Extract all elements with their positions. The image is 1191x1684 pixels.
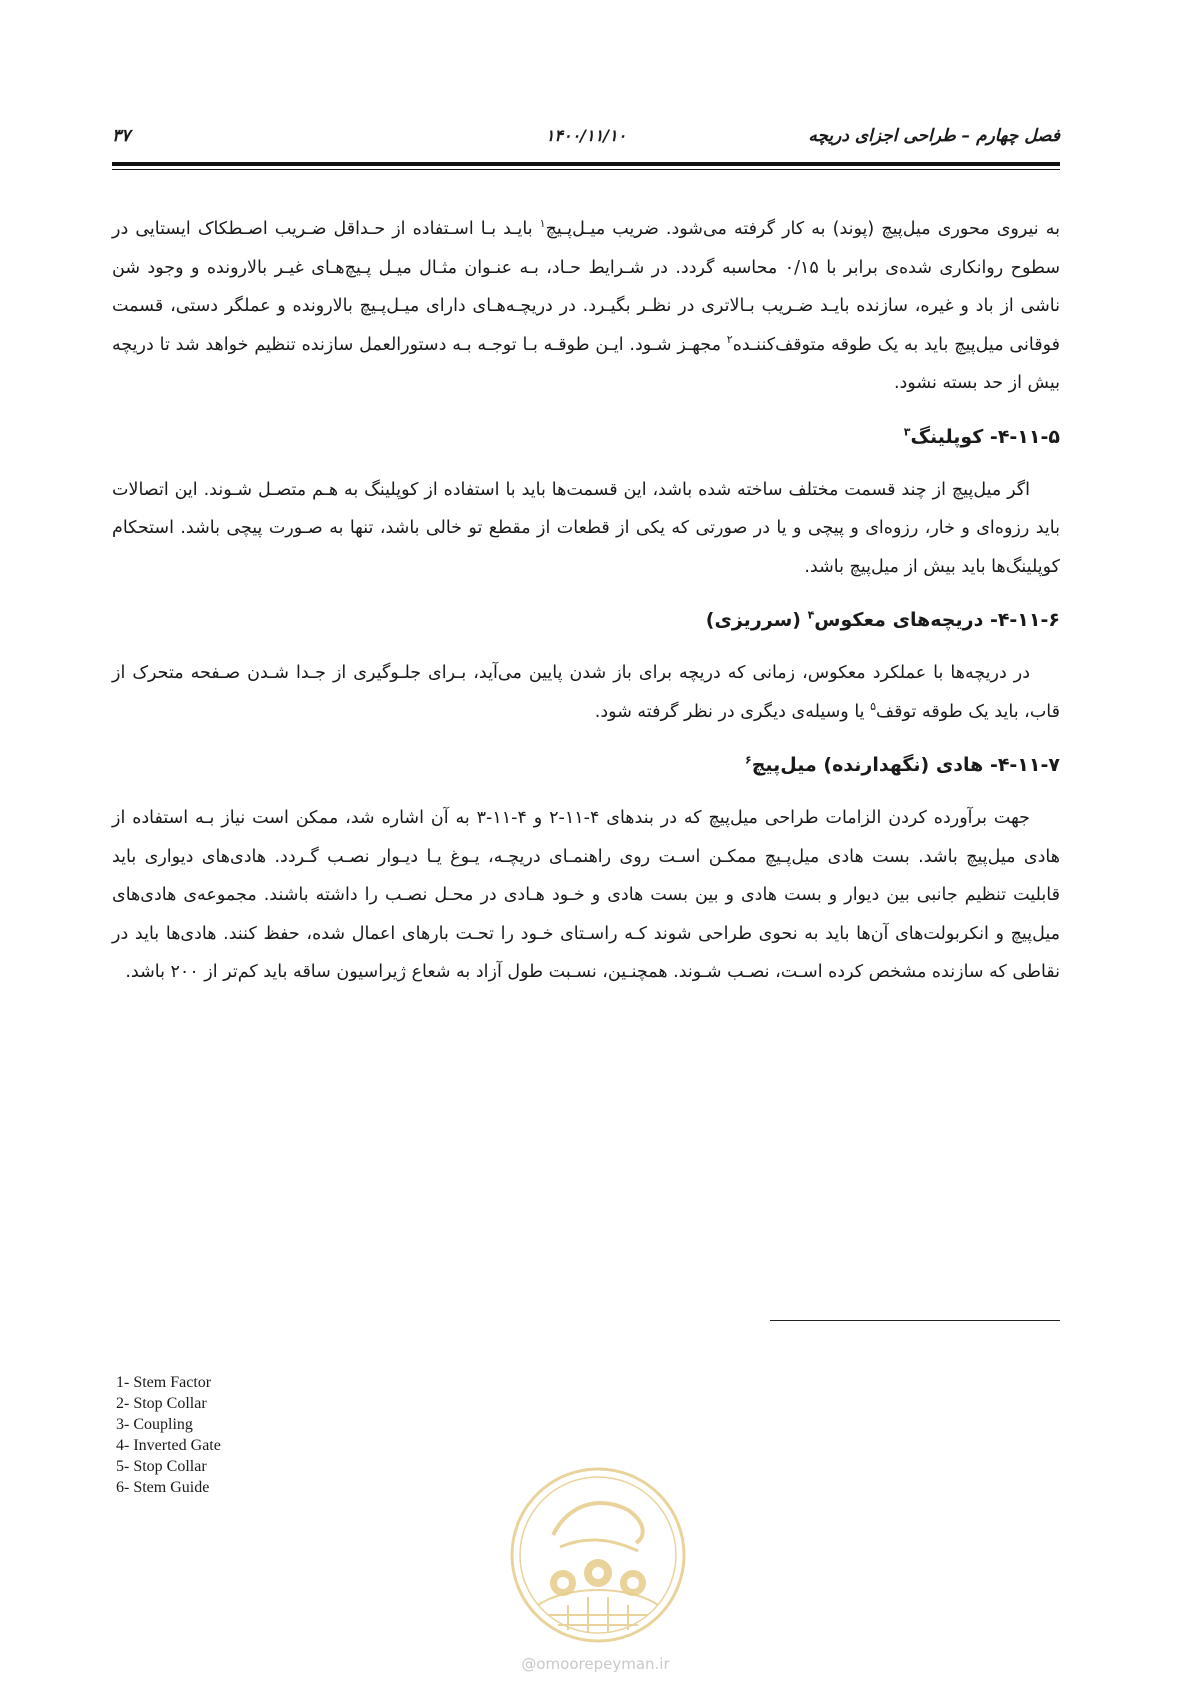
footnote-ref-2: ۲: [726, 332, 733, 346]
intro-text-2: بایـد بـا اسـتفاده از حـداقل ضـریب اصـطکاک ایستایی در سطوح روانکاری شده‌ی برابر با ۰/۱۵ محاسبه گردد. در شـرایط حـاد، بـه عنـوان مثـال میـل پـیچ‌هـای غیـر بالارونده و وجود شن ناشی از باد و غیره، سازنده بایـد ضـریب بـالاتری در نظـر بگیـرد. در دریچـه‌هـای دارای میـل‌پـیچ بالارونده و عملگر دستی، قسمت فوقانی میل‌پیچ باید به یک طوقه متوقف‌کننـده: [112, 219, 1061, 355]
section-body-stem-guide: [112, 799, 1060, 992]
section-body-inverted-gates: [112, 654, 1060, 731]
intro-text-3: مجهـز شـود. ایـن طوقـه بـا توجـه بـه دستورالعمل سازنده تنظیم خواهد شد تا دریچه بیش از حد بسته نشود.: [112, 334, 1060, 393]
footnote-item: 6- Stem Guide: [116, 1479, 210, 1496]
footnote-item: 4- Inverted Gate: [116, 1437, 221, 1454]
section-title: ۴-۱۱-۵- کوپلینگ: [910, 425, 1060, 448]
section-heading-inverted-gates: [112, 604, 1060, 636]
section-heading-stem-guide: [112, 749, 1060, 781]
footnote-separator: [770, 1320, 1060, 1321]
footnote-item: 3- Coupling: [116, 1416, 193, 1433]
section-title: ۴-۱۱-۶- دریچه‌های معکوس: [814, 609, 1060, 631]
footnote-ref-4: ۴: [807, 608, 815, 622]
page-number: ۳۷: [112, 126, 131, 146]
watermark-text: @omoorepeyman.ir: [521, 1655, 670, 1673]
footnotes: [116, 1372, 221, 1498]
section-body-text: اگر میل‌پیچ از چند قسمت مختلف ساخته شده باشد، این قسمت‌ها باید با استفاده از کوپلینگ به هـم متصـل شـوند. این اتصالات باید رزوه‌ای و خار، رزوه‌ای و پیچی و یا در صورتی که یکی از قطعات از مقطع تو خالی باشد، تنها به صـورت پیچی باشد. استحکام کوپلینگ‌ها باید بیش از میل‌پیچ باشد.: [112, 479, 1060, 577]
header-date: ۱۴۰۰/۱۱/۱۰: [545, 126, 627, 145]
section-title-rest: (سرریزی): [705, 609, 808, 631]
chapter-title: فصل چهارم – طراحی اجزای دریچه: [808, 126, 1060, 146]
intro-text-1: به نیروی محوری میل‌پیچ (پوند) به کار گرفته می‌شود. ضریب میـل‌پـیچ: [545, 219, 1060, 239]
intro-paragraph: [112, 210, 1060, 403]
footnote-ref-3: ۳: [903, 425, 911, 439]
footnote-ref-6: ۶: [745, 753, 752, 767]
page-header: [112, 126, 1060, 156]
section-body-text: در دریچه‌ها با عملکرد معکوس، زمانی که دریچه برای باز شدن پایین می‌آید، بـرای جلـوگیری از جـدا شـدن صـفحه متحرک از قاب، باید یک طوقه توقف: [112, 663, 1060, 722]
section-body-text: جهت برآورده کردن الزامات طراحی میل‌پیچ که در بندهای ۴-۱۱-۲ و ۴-۱۱-۳ به آن اشاره شد، ممکن است نیاز بـه استفاده از هادی میل‌پیچ باشد. بست هادی میل‌پـیچ ممکـن اسـت روی راهنمـای دریچـه، یـوغ یـا دیـوار نصـب گـردد. هادی‌های دیواری باید قابلیت تنظیم جانبی بین دیوار و بست هادی و بین بست هادی و خـود هـادی در محـل نصـب را داشته باشند. مجموعه‌ی هادی‌های میل‌پیچ و انکربولت‌های آن‌ها باید به نحوی طراحی شوند کـه راسـتای خـود را تحـت بارهای اعمال شده، حفظ کنند. هادی‌ها باید در نقاطی که سازنده مشخص کرده اسـت، نصـب شـوند. همچنـین، نسـبت طول آزاد به شعاع ژیراسیون ساقه باید کم‌تر از ۲۰۰ باشد.: [112, 808, 1060, 982]
section-heading-coupling: [112, 421, 1060, 453]
section-title: ۴-۱۱-۷- هادی (نگهدارنده) میل‌پیچ: [751, 754, 1060, 776]
section-body-coupling: [112, 471, 1060, 587]
footnote-item: 1- Stem Factor: [116, 1374, 212, 1391]
main-content: [112, 210, 1060, 1010]
section-body-rest: یا وسیله‌ی دیگری در نظر گرفته شود.: [594, 701, 871, 722]
footnote-ref-5: ۵: [870, 699, 877, 713]
footnote-item: 2- Stop Collar: [116, 1395, 207, 1412]
header-rule-thick: [112, 162, 1060, 166]
footnote-item: 5- Stop Collar: [116, 1458, 207, 1475]
header-rule-thin: [112, 169, 1060, 170]
footnote-ref-1: ۱: [539, 217, 546, 231]
seal-logo-icon: [508, 1465, 688, 1645]
